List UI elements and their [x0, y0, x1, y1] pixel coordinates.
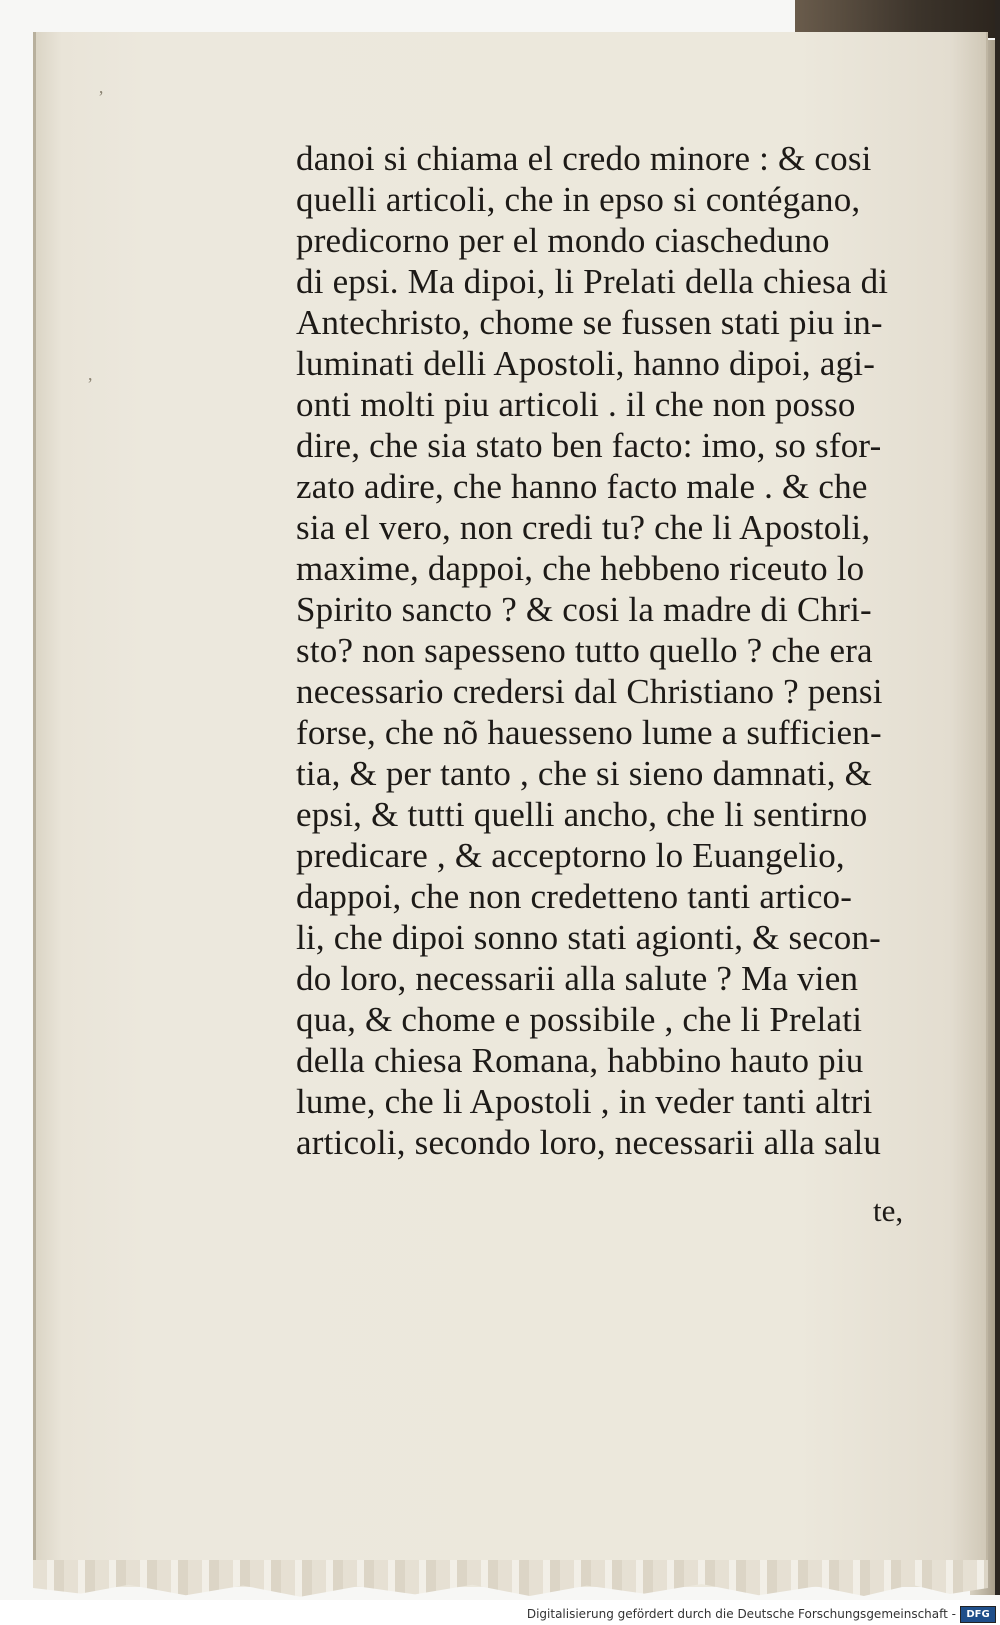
text-line: danoi si chiama el credo minore : & cosi [296, 139, 872, 178]
text-line: luminati delli Apostoli, hanno dipoi, agi- [296, 344, 876, 383]
text-line: della chiesa Romana, habbino hauto piu [296, 1041, 864, 1080]
footer-credit: Digitalisierung gefördert durch die Deutsche Forschungsgemeinschaft - [526, 1607, 956, 1621]
text-line: qua, & chome e possibile , che li Prelati [296, 1000, 863, 1039]
text-line: articoli, secondo loro, necessarii alla salu [296, 1123, 882, 1162]
text-line: Spirito sancto ? & cosi la madre di Chri- [296, 590, 872, 629]
text-line: tia, & per tanto , che si sieno damnati, & [296, 754, 873, 793]
catchword: te, [873, 1193, 904, 1228]
text-block [296, 138, 946, 1163]
text-line: maxime, dappoi, che hebbeno riceuto lo [296, 549, 865, 588]
text-line: di epsi. Ma dipoi, li Prelati della chiesa di [296, 262, 889, 301]
text-line: onti molti piu articoli . il che non posso [296, 385, 856, 424]
text-line: dappoi, che non credetteno tanti artico- [296, 877, 853, 916]
text-line: do loro, necessarii alla salute ? Ma vien [296, 959, 859, 998]
text-line: sia el vero, non credi tu? che li Apostoli, [296, 508, 871, 547]
text-line: predicare , & acceptorno lo Euangelio, [296, 836, 845, 875]
text-line: li, che dipoi sonno stati agionti, & secon- [296, 918, 882, 957]
dfg-logo: DFG [960, 1606, 996, 1623]
text-line: necessario credersi dal Christiano ? pensi [296, 672, 883, 711]
text-line: dire, che sia stato ben facto: imo, so sfor- [296, 426, 882, 465]
text-line: lume, che li Apostoli , in veder tanti altri [296, 1082, 873, 1121]
footer [0, 1602, 1000, 1625]
text-line: forse, che nõ hauesseno lume a sufficien- [296, 713, 882, 752]
text-line: Antechristo, chome se fussen stati piu in- [296, 303, 883, 342]
scan-border [995, 0, 1000, 1595]
text-line: zato adire, che hanno facto male . & che [296, 467, 868, 506]
text-line: predicorno per el mondo ciascheduno [296, 221, 830, 260]
text-line: quelli articoli, che in epso si contégano, [296, 180, 861, 219]
paper-mark: , [88, 364, 93, 384]
text-line: epsi, & tutti quelli ancho, che li sentirno [296, 795, 868, 834]
paper-mark: ʼ [98, 87, 104, 107]
text-line: sto? non sapesseno tutto quello ? che era [296, 631, 873, 670]
